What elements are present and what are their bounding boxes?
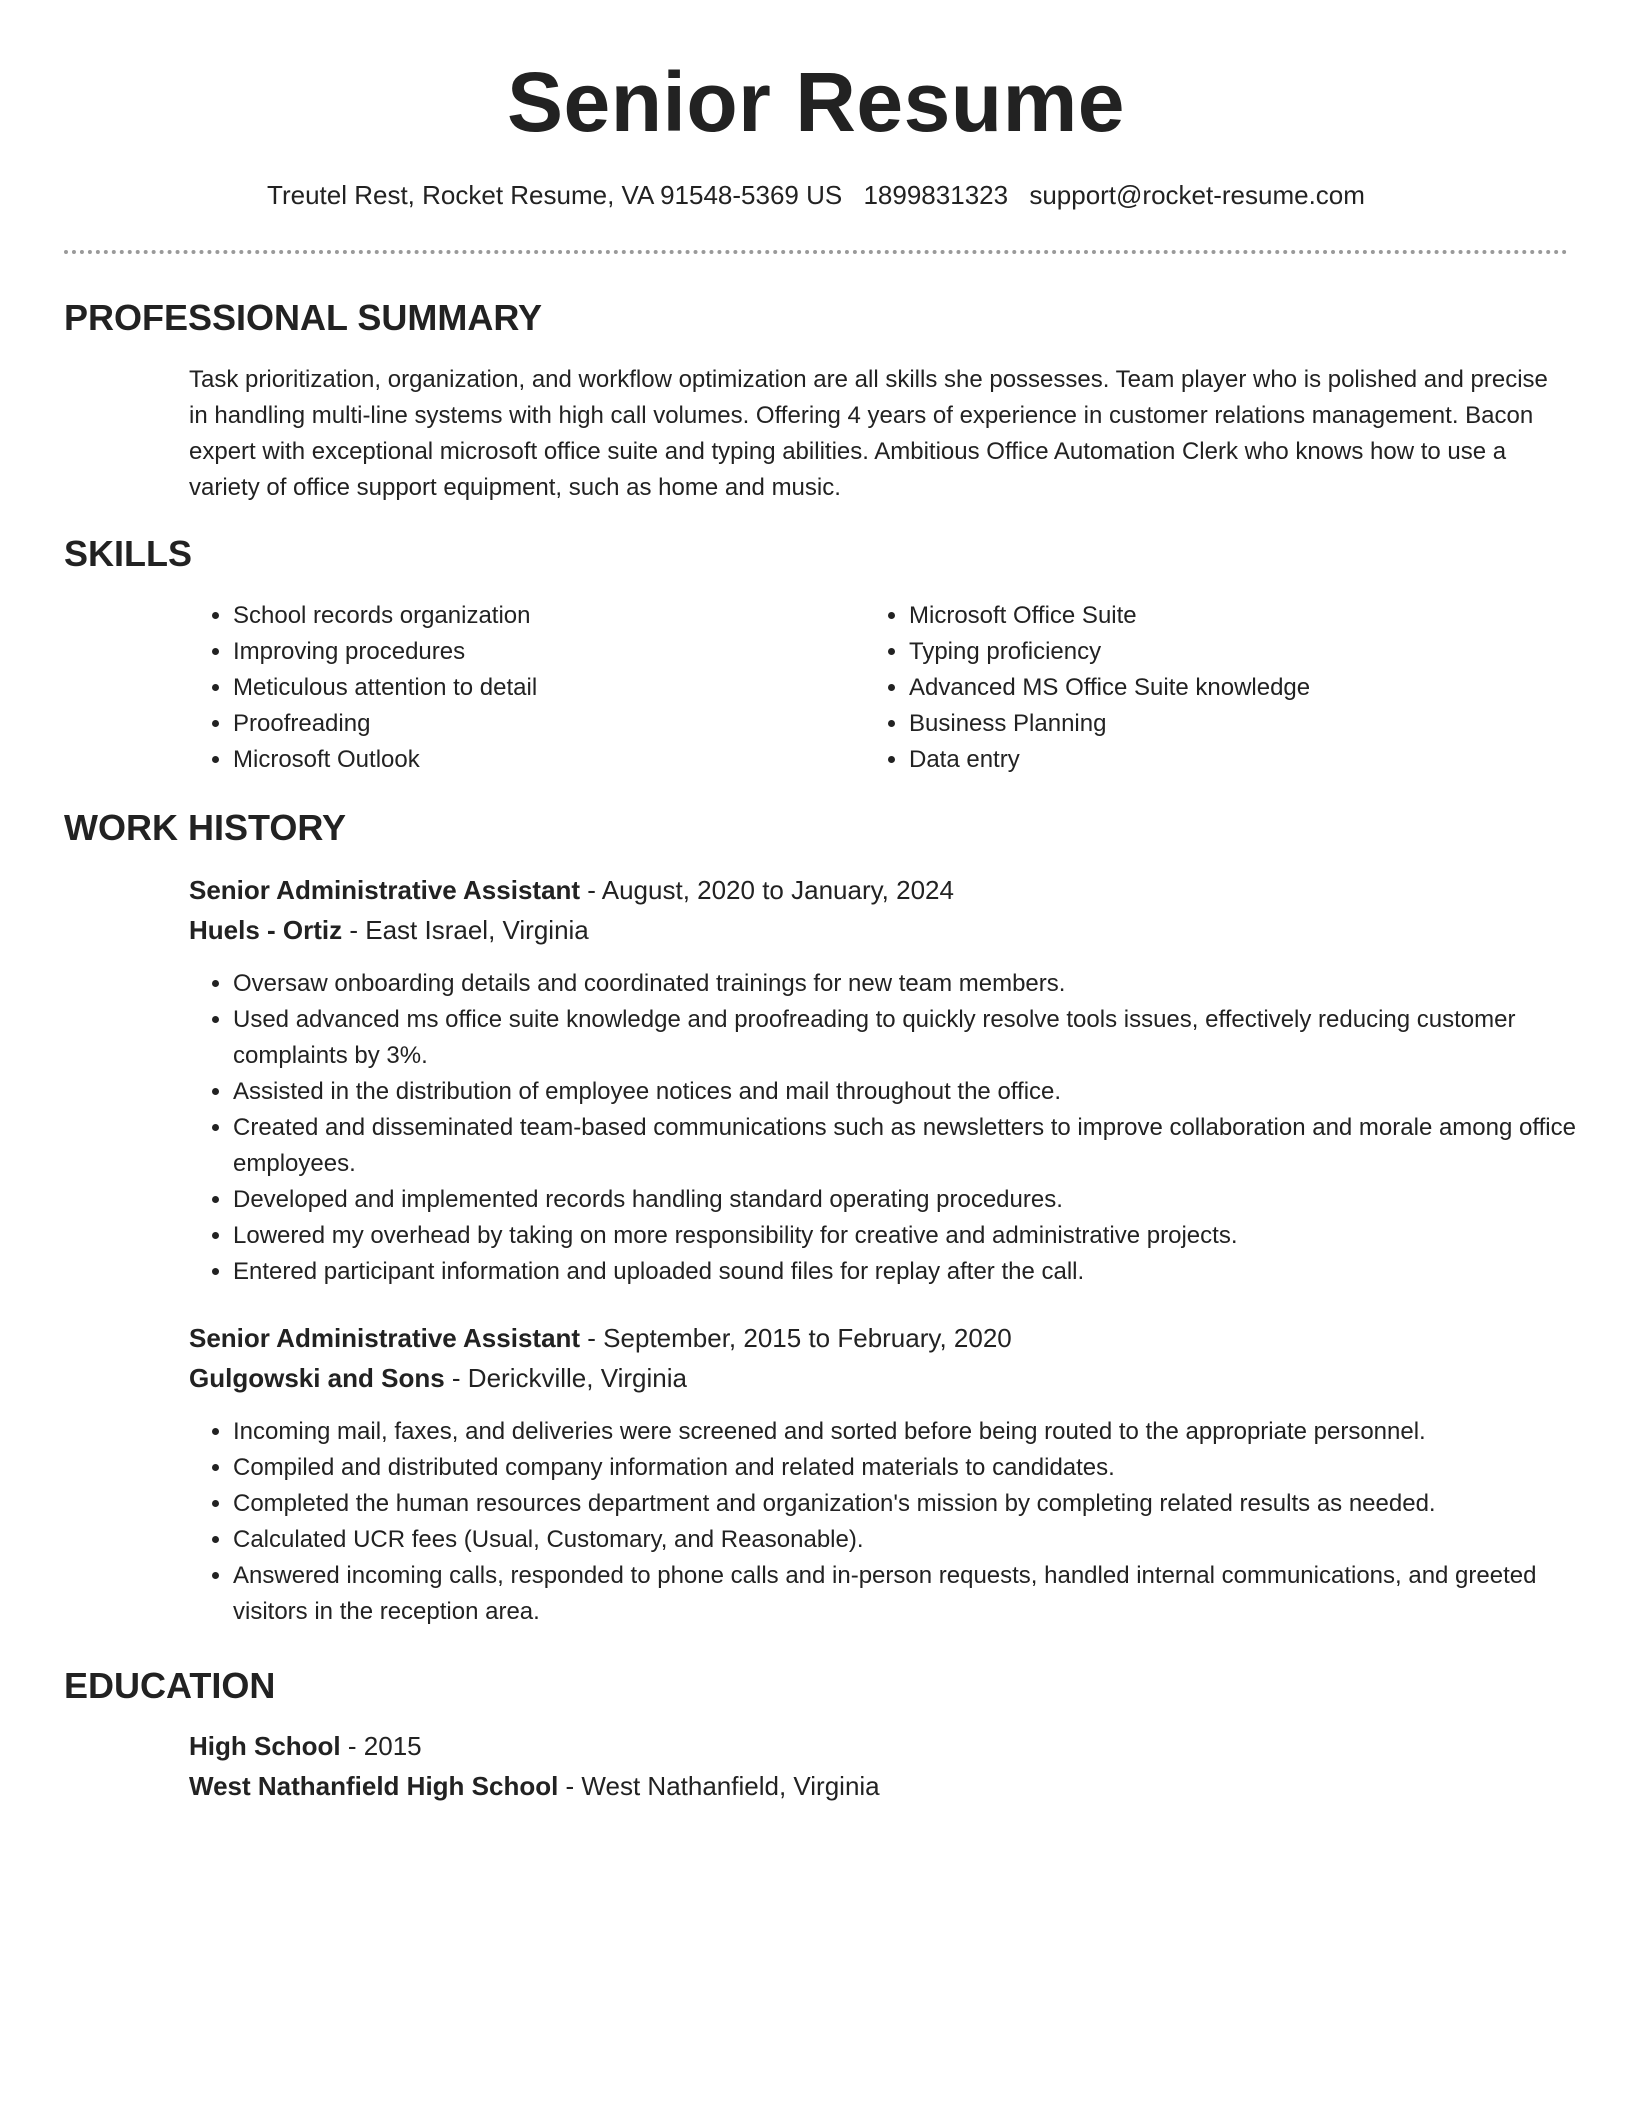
job-duty: • Created and disseminated team-based communications such as newsletters to improve collaboration and morale among office employees. (233, 1110, 1612, 1182)
work-heading: WORK HISTORY (64, 807, 347, 848)
job-duty: • Incoming mail, faxes, and deliveries were screened and sorted before being routed to the appropriate personnel. (233, 1414, 1612, 1450)
job-dates: - September, 2015 to February, 2020 (580, 1323, 1012, 1353)
skill-item: • Business Planning (909, 706, 1609, 742)
job-company-line (189, 912, 589, 948)
job-location: - Derickville, Virginia (444, 1363, 687, 1393)
skill-item: • Data entry (909, 742, 1609, 778)
job-dates: - August, 2020 to January, 2024 (580, 875, 954, 905)
header-divider (64, 250, 1568, 254)
skill-item: • Proofreading (233, 706, 853, 742)
job-duty: • Assisted in the distribution of employee notices and mail throughout the office. (233, 1074, 1612, 1110)
contact-line (0, 180, 1632, 211)
contact-email: support@rocket-resume.com (1029, 180, 1365, 210)
education-degree: High School (189, 1731, 341, 1761)
skills-list-left (189, 598, 853, 778)
education-school-line (189, 1768, 880, 1804)
job-duty: • Calculated UCR fees (Usual, Customary, and Reasonable). (233, 1522, 1612, 1558)
job-duty: • Compiled and distributed company information and related materials to candidates. (233, 1450, 1612, 1486)
skill-item: • Improving procedures (233, 634, 853, 670)
contact-phone: 1899831323 (863, 180, 1009, 210)
job-company: Gulgowski and Sons (189, 1363, 445, 1393)
job-title: Senior Administrative Assistant (189, 875, 581, 905)
education-degree-line (189, 1728, 422, 1764)
skill-item: • Typing proficiency (909, 634, 1609, 670)
job-duty: • Oversaw onboarding details and coordinated trainings for new team members. (233, 966, 1612, 1002)
resume-name: Senior Resume (506, 55, 1126, 149)
contact-address: Treutel Rest, Rocket Resume, VA 91548-5369 US (267, 180, 843, 210)
job-duty: • Developed and implemented records handling standard operating procedures. (233, 1182, 1612, 1218)
job-duties-list (189, 966, 1612, 1290)
skill-item: • School records organization (233, 598, 853, 634)
education-heading: EDUCATION (64, 1665, 276, 1706)
skill-item: • Meticulous attention to detail (233, 670, 853, 706)
education-year: - 2015 (340, 1731, 422, 1761)
job-duties-list (189, 1414, 1612, 1630)
job-duty: • Lowered my overhead by taking on more responsibility for creative and administrative projects. (233, 1218, 1612, 1254)
skill-item: • Advanced MS Office Suite knowledge (909, 670, 1609, 706)
job-location: - East Israel, Virginia (342, 915, 589, 945)
education-school: West Nathanfield High School (189, 1771, 559, 1801)
job-company: Huels - Ortiz (189, 915, 343, 945)
skill-item: • Microsoft Outlook (233, 742, 853, 778)
skills-list-right (865, 598, 1609, 778)
skills-heading: SKILLS (64, 533, 193, 574)
job-title-line (189, 872, 954, 908)
job-title-line (189, 1320, 1012, 1356)
job-duty: • Answered incoming calls, responded to phone calls and in-person requests, handled internal communications, and greeted visitors in the reception area. (233, 1558, 1612, 1630)
job-duty: • Entered participant information and uploaded sound files for replay after the call. (233, 1254, 1612, 1290)
job-title: Senior Administrative Assistant (189, 1323, 581, 1353)
education-location: - West Nathanfield, Virginia (558, 1771, 880, 1801)
skill-item: • Microsoft Office Suite (909, 598, 1609, 634)
job-company-line (189, 1360, 687, 1396)
job-duty: • Completed the human resources department and organization's mission by completing related results as needed. (233, 1486, 1612, 1522)
summary-heading: PROFESSIONAL SUMMARY (64, 297, 543, 338)
summary-text: Task prioritization, organization, and workflow optimization are all skills she possesses. Team player who is polished and precise in handling multi-line systems with high call volumes. Offering 4 years of experience in customer relations management. Bacon expert with exceptional microsoft office suite and typing abilities. Ambitious Office Automation Clerk who knows how to use a variety of office support equipment, such as home and music. (189, 366, 1548, 501)
job-duty: • Used advanced ms office suite knowledge and proofreading to quickly resolve tools issues, effectively reducing customer complaints by 3%. (233, 1002, 1612, 1074)
